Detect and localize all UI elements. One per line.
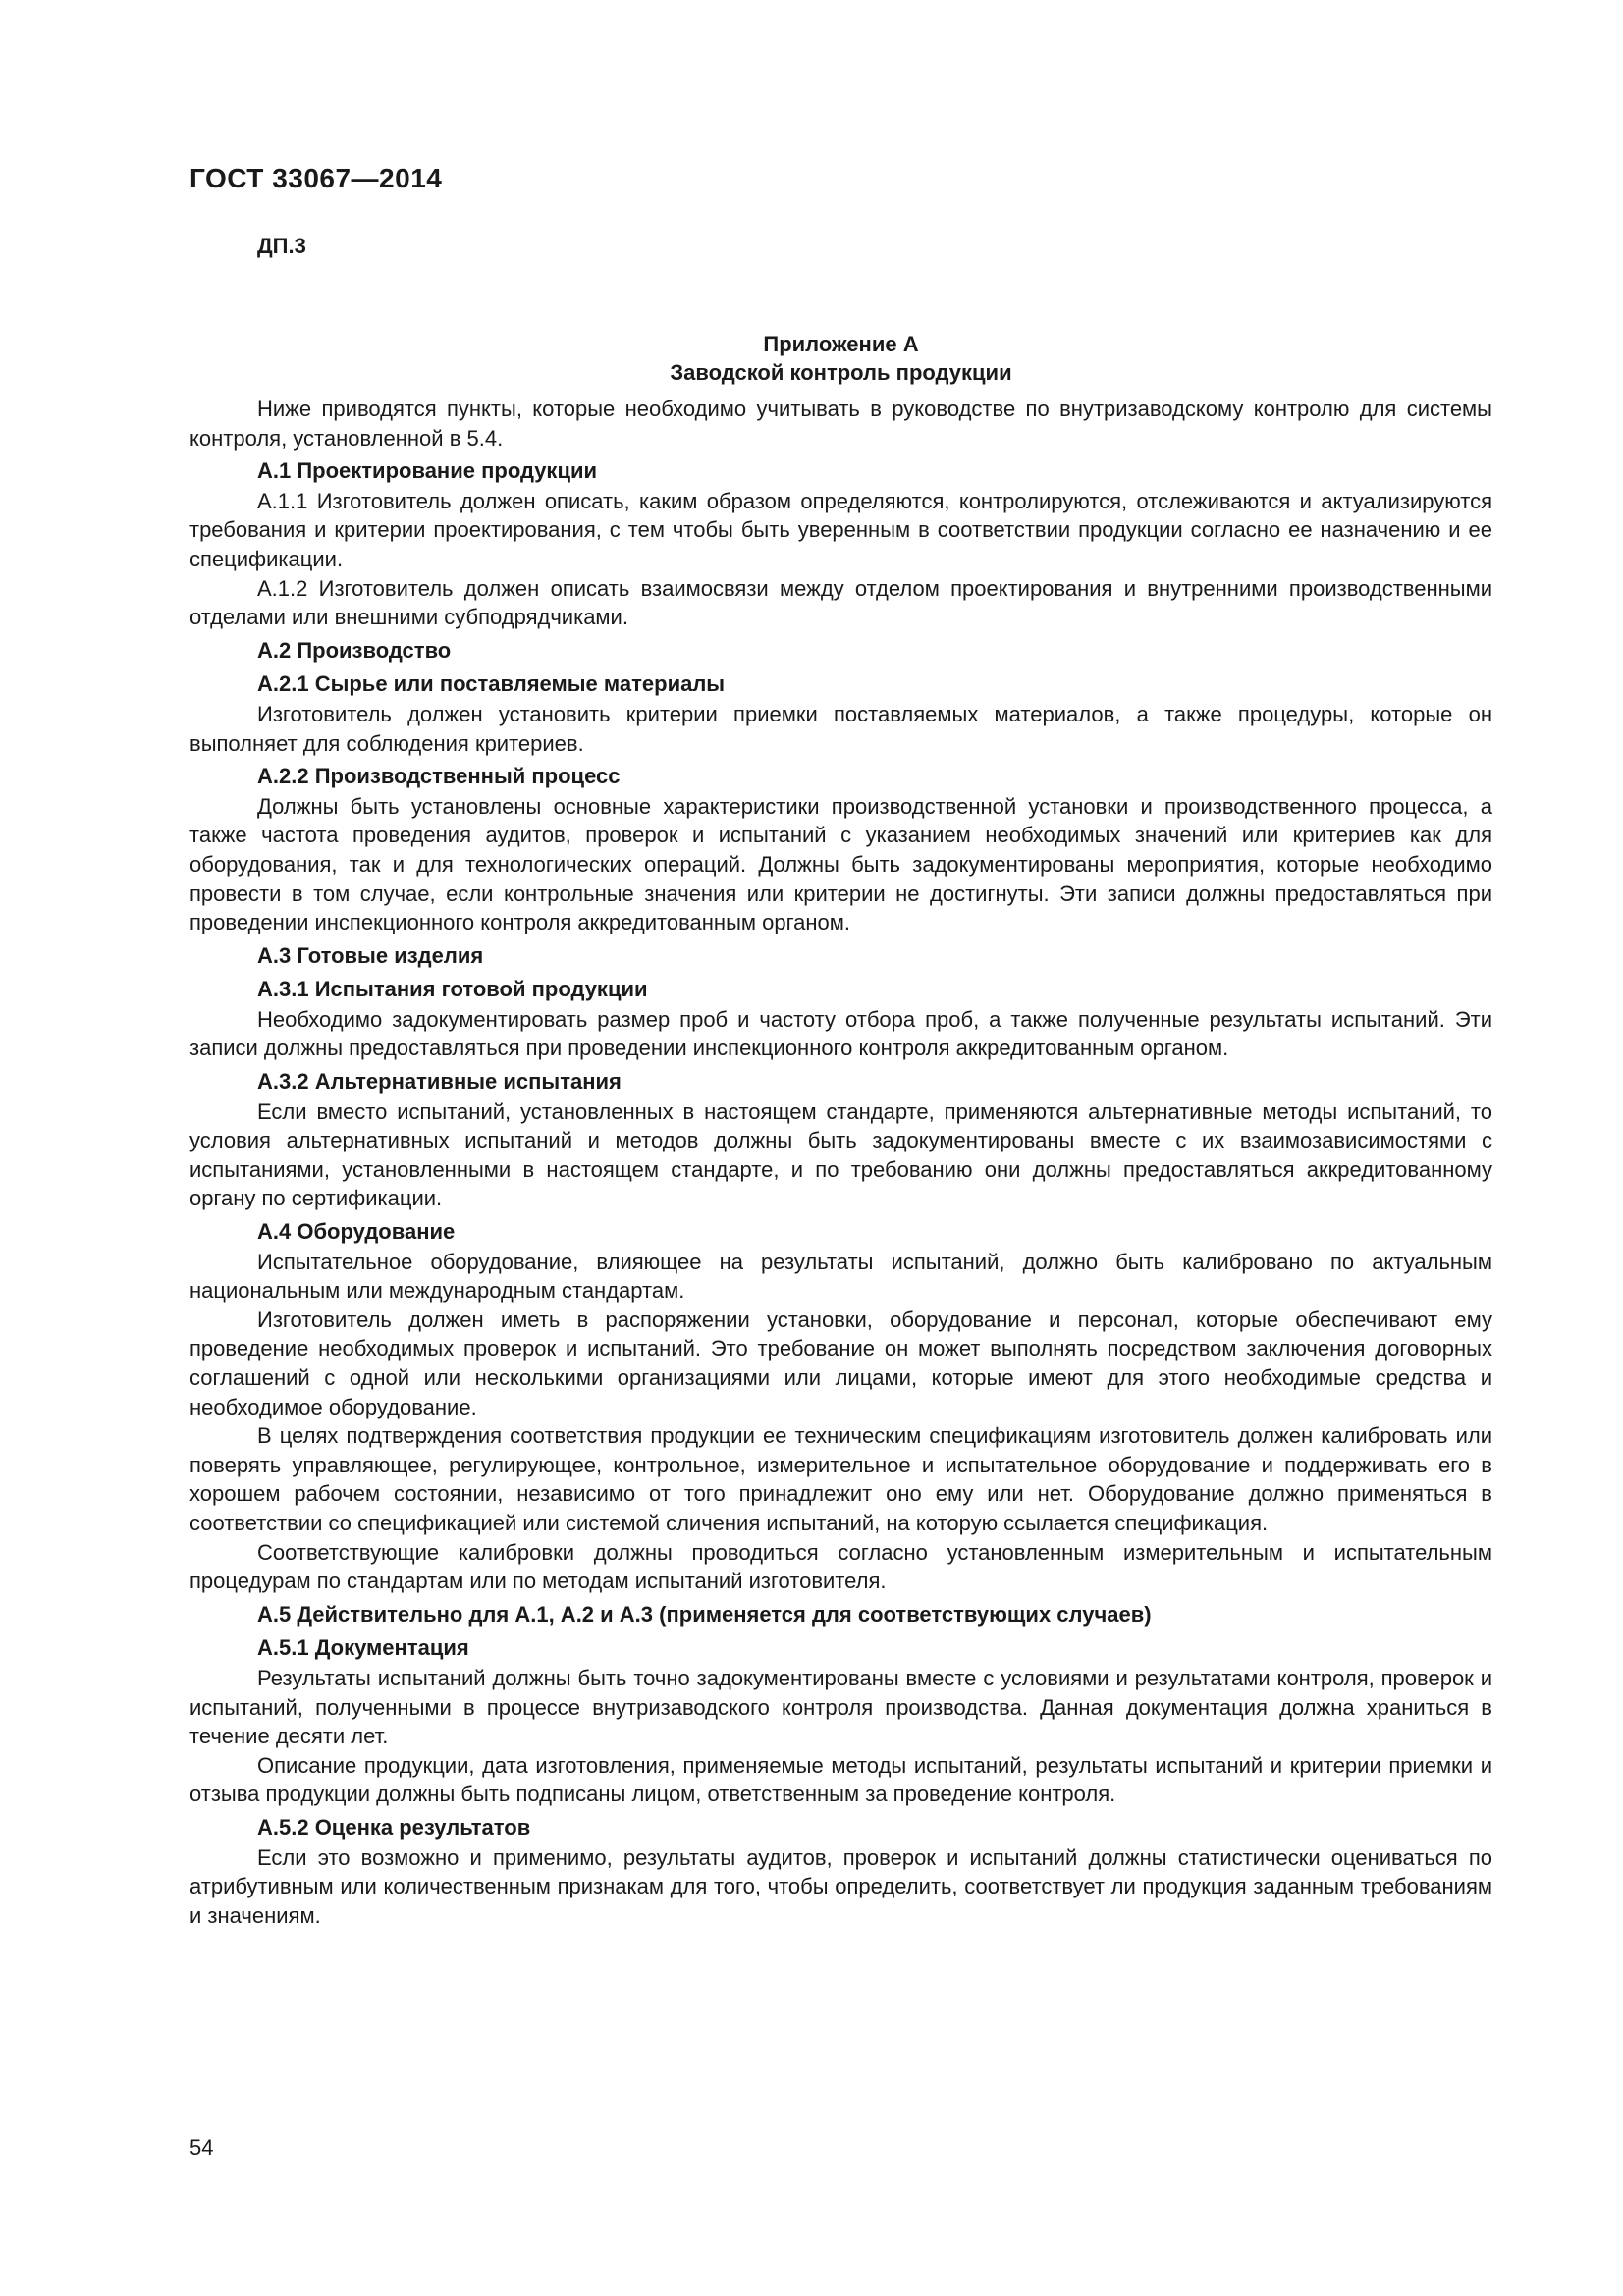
paragraph-a1-2: А.1.2 Изготовитель должен описать взаимосвязи между отделом проектирования и внутренними производственными отделами или внешними субподрядчиками. [189, 575, 1492, 630]
subsection-heading-a5-2: А.5.2 Оценка результатов [257, 1814, 531, 1840]
paragraph-a1-1: А.1.1 Изготовитель должен описать, каким образом определяются, контролируются, отслеживаются и актуализируются требования и критерии проектирования, с тем чтобы быть уверенным в соответствии продукции согласно ее назначению и ее спецификации. [189, 488, 1492, 571]
subsection-heading-a2-1: А.2.1 Сырье или поставляемые материалы [257, 671, 726, 697]
section-heading-a4: А.4 Оборудование [257, 1219, 456, 1245]
document-mark: ДП.3 [257, 234, 306, 258]
paragraph-a2-1: Изготовитель должен установить критерии приемки поставляемых материалов, а также процедуры, которые он выполняет для соблюдения критериев. [189, 701, 1492, 756]
paragraph-a4-4: Соответствующие калибровки должны проводиться согласно установленным измерительным и испытательным процедурам по стандартам или по методам испытаний изготовителя. [189, 1539, 1492, 1594]
appendix-label: Приложение А [763, 332, 919, 356]
section-heading-a5: А.5 Действительно для А.1, А.2 и А.3 (применяется для соответствующих случаев) [257, 1601, 1152, 1627]
paragraph-a2-2: Должны быть установлены основные характеристики производственной установки и производственного процесса, а также частота проведения аудитов, проверок и испытаний с указанием необходимых значений или критериев как для оборудования, так и для технологических операций. Должны быть задокументированы мероприятия, которые необходимо провести в том случае, если контрольные значения или критерии не достигнуты. Эти записи должны предоставляться при проведении инспекционного контроля аккредитованным органом. [189, 793, 1492, 935]
subsection-heading-a3-1: А.3.1 Испытания готовой продукции [257, 977, 648, 1002]
appendix-title: Заводской контроль продукции [670, 360, 1012, 385]
paragraph-a5-2: Если это возможно и применимо, результаты аудитов, проверок и испытаний должны статистически оцениваться по атрибутивным или количественным признакам для того, чтобы определить, соответствует ли продукция заданным требованиям и значениям. [189, 1844, 1492, 1928]
paragraph-a4-3: В целях подтверждения соответствия продукции ее техническим спецификациям изготовитель должен калибровать или поверять управляющее, регулирующее, контрольное, измерительное и испытательное оборудование и поддерживать его в хорошем рабочем состоянии, независимо от того принадлежит оно ему или нет. Оборудование должно применяться в соответствии со спецификацией или системой сличения испытаний, на которую ссылается спецификация. [189, 1423, 1492, 1535]
paragraph-a4-2: Изготовитель должен иметь в распоряжении установки, оборудование и персонал, которые обеспечивают ему проведение необходимых проверок и испытаний. Это требование он может выполнять посредством заключения договорных соглашений с одной или несколькими организациями или лицами, которые имеют для этого необходимые средства и необходимое оборудование. [189, 1307, 1492, 1419]
paragraph-a4-1: Испытательное оборудование, влияющее на результаты испытаний, должно быть калибровано по актуальным национальным или международным стандартам. [189, 1249, 1492, 1304]
subsection-heading-a2-2: А.2.2 Производственный процесс [257, 764, 621, 789]
paragraph-a5-1-2: Описание продукции, дата изготовления, применяемые методы испытаний, результаты испытаний и критерии приемки и отзыва продукции должны быть подписаны лицом, ответственным за проведение контроля. [189, 1752, 1492, 1807]
section-heading-a3: А.3 Готовые изделия [257, 942, 484, 968]
paragraph-a5-1-1: Результаты испытаний должны быть точно задокументированы вместе с условиями и результатами контроля, проверок и испытаний, полученными в процессе внутризаводского контроля производства. Данная документация должна храниться в течение десяти лет. [189, 1665, 1492, 1749]
section-heading-a2: А.2 Производство [257, 637, 452, 663]
subsection-heading-a5-1: А.5.1 Документация [257, 1635, 469, 1661]
intro-paragraph: Ниже приводятся пункты, которые необходимо учитывать в руководстве по внутризаводскому контролю для системы контроля, установленной в 5.4. [189, 397, 1492, 451]
paragraph-a3-2: Если вместо испытаний, установленных в настоящем стандарте, применяются альтернативные методы испытаний, то условия альтернативных испытаний и методов должны быть задокументированы вместе с их взаимозависимостями с испытаниями, установленными в настоящем стандарте, и по требованию они должны предоставляться аккредитованному органу по сертификации. [189, 1098, 1492, 1211]
document-body [189, 395, 1492, 1930]
page-number: 54 [189, 2135, 214, 2160]
subsection-heading-a3-2: А.3.2 Альтернативные испытания [257, 1069, 622, 1095]
document-code: ГОСТ 33067—2014 [189, 163, 443, 193]
paragraph-a3-1: Необходимо задокументировать размер проб и частоту отбора проб, а также полученные результаты испытаний. Эти записи должны предоставляться при проведении инспекционного контроля аккредитованным органом. [189, 1006, 1492, 1061]
section-heading-a1: А.1 Проектирование продукции [257, 458, 598, 484]
